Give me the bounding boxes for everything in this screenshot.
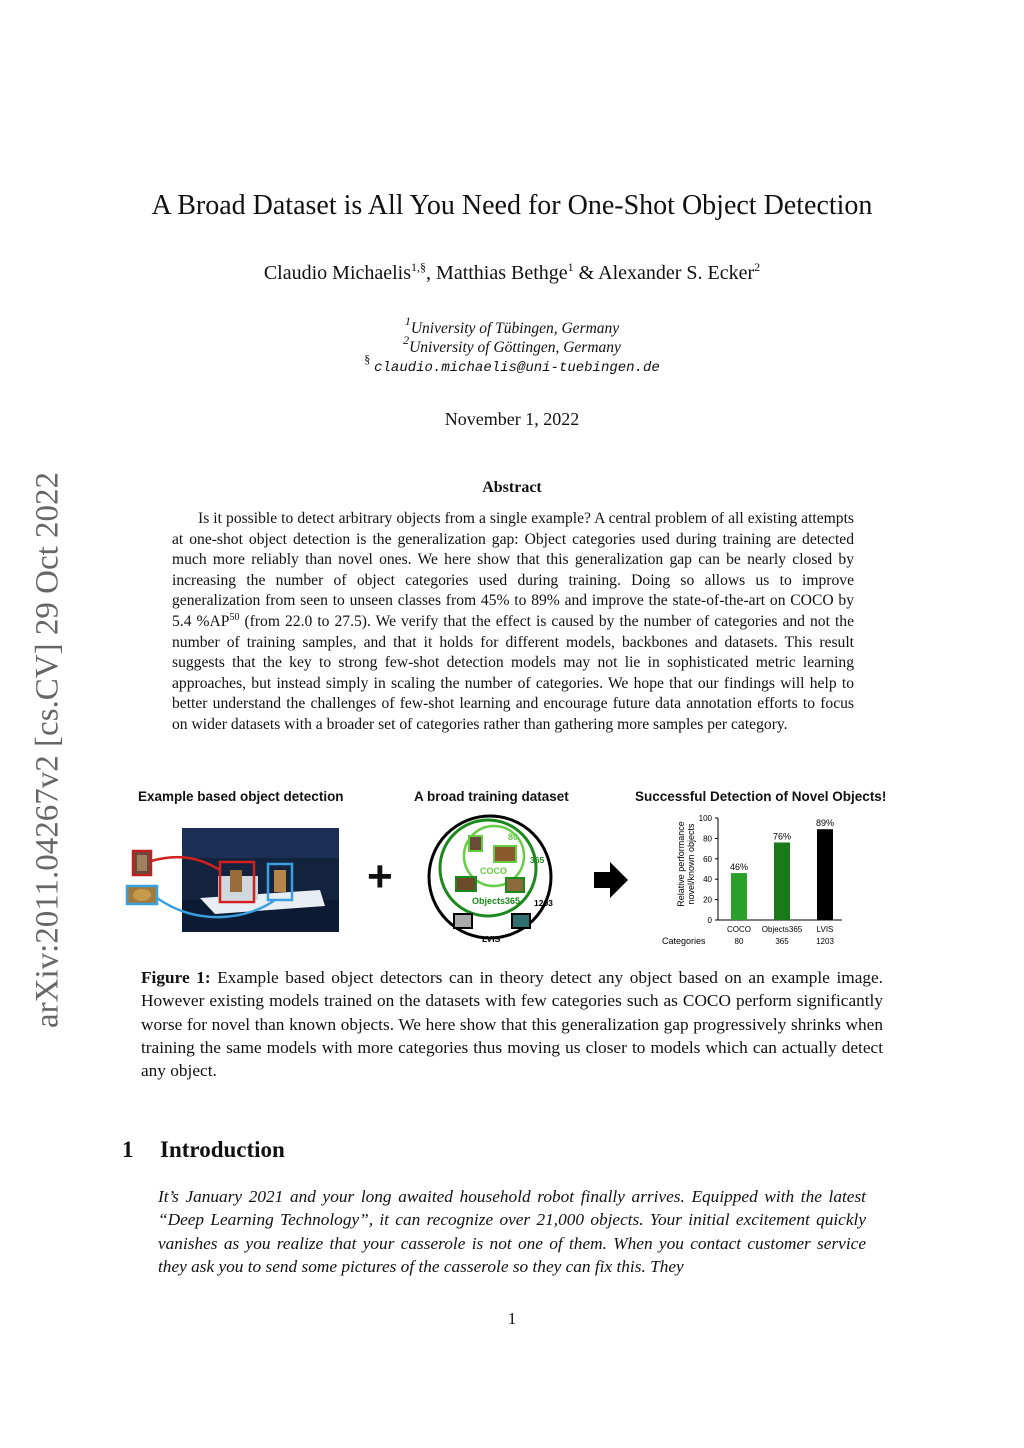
email-mark: §: [364, 352, 371, 366]
author-1-affil: 1,§: [411, 260, 427, 274]
lvis-thumbnail-1: [454, 914, 472, 928]
coco-label: COCO: [480, 866, 507, 876]
date: November 1, 2022: [444, 409, 580, 429]
scene-person: [230, 870, 242, 892]
scene-dog: [274, 870, 286, 892]
scene-sky: [182, 828, 339, 858]
chart-ytick-label: 40: [703, 875, 712, 885]
abstract-superscript: 50: [229, 611, 240, 623]
page-number: 1: [507, 1309, 517, 1328]
chart-value-label: 89%: [815, 818, 835, 829]
abstract-body: [172, 509, 854, 736]
author-2-affil: 1: [567, 260, 574, 274]
chart-ytick-label: 100: [698, 814, 712, 823]
section-number: 1: [122, 1137, 134, 1162]
lvis-thumbnail-2: [512, 914, 530, 928]
chart-value-label: 46%: [729, 862, 749, 873]
affiliation-1-mark: 1: [404, 314, 411, 328]
caption-label: Figure 1:: [141, 968, 211, 987]
coco-thumbnail-1: [469, 836, 482, 851]
chart-bar-coco: [731, 873, 747, 920]
abstract-text-1: Is it possible to detect arbitrary objects from a single example? A central problem of all existing attempts at one-shot object detection is the generalization gap: Object categories used during training are detected much more reliably than novel ones. We here show that this generalization gap can be nearly closed by increasing the number of object categories used during training. Doing so allows us to improve generalization from seen to unseen classes from 45% to 89% and improve the state-of-the-art on COCO by 5.4 %AP: [172, 510, 854, 630]
chart-category-label: COCO: [727, 925, 751, 934]
coco-thumbnail-2: [494, 846, 516, 862]
query-dog-figure: [133, 889, 151, 901]
chart-category-label: LVIS: [816, 925, 834, 934]
objects365-count: 365: [530, 855, 545, 865]
abstract-text-2: (from 22.0 to 27.5). We verify that the effect is caused by the number of categories and not the number of training samples, and that it holds for different models, backbones and datasets. This result suggests that the key to strong few-shot detection models may not lie in sophisticated metric learning approaches, but instead simply in scaling the number of categories. We hope that our findings will help to better understand the challenges of few-shot learning and encourage future data annotation efforts to focus on wider datasets with a broader set of categories rather than gathering more samples per category.: [172, 612, 854, 733]
affiliation-1-text: University of Tübingen, Germany: [410, 320, 620, 337]
author-3-affil: 2: [754, 260, 761, 274]
chart-value-label: 76%: [772, 831, 792, 842]
chart-ytick-label: 80: [703, 834, 712, 844]
arrow-shape: [594, 862, 628, 898]
chart-ytick-label: 0: [707, 916, 712, 925]
section-heading: [122, 1137, 285, 1163]
author-1: Claudio Michaelis: [263, 262, 412, 284]
chart-ytick-label: 20: [703, 895, 712, 905]
o365-thumbnail-1: [456, 877, 476, 891]
panel-2-title: A broad training dataset: [414, 789, 569, 804]
chart-category-count: 80: [734, 937, 744, 946]
detection-illustration: [120, 818, 350, 938]
chart-xlabel: Categories: [662, 936, 706, 946]
novel-detection-bar-chart: [650, 808, 850, 956]
contact-email-line: [0, 352, 1024, 376]
chart-category-label: Objects365: [761, 925, 803, 934]
chart-bar-objects365: [774, 842, 790, 920]
chart-bar-lvis: [817, 829, 833, 920]
panel-3-title: Successful Detection of Novel Objects!: [635, 789, 887, 804]
arxiv-identifier: arXiv:2011.04267v2 [cs.CV] 29 Oct 2022: [29, 471, 66, 1029]
lvis-label: LVIS: [482, 934, 501, 944]
plus-sign: +: [367, 852, 393, 901]
chart-ytick-label: 60: [703, 854, 712, 864]
objects365-label: Objects365: [472, 896, 521, 906]
paper-title: A Broad Dataset is All You Need for One-Shot Object Detection: [151, 190, 873, 221]
panel-1-title: Example based object detection: [138, 789, 344, 804]
figure-caption: [141, 966, 883, 1082]
author-2: , Matthias Bethge: [426, 262, 568, 284]
section-title: Introduction: [160, 1137, 285, 1162]
chart-ylabel-line2: novel/known objects: [686, 823, 696, 905]
chart-category-count: 1203: [816, 937, 834, 946]
intro-paragraph: It’s January 2021 and your long awaited household robot finally arrives. Equipped with the latest “Deep Learning Technology”, it can recognize over 21,000 objects. Your initial excitement quickly vanishes as you realize that your casserole is not one of them. When you contact customer service they ask you to send some pictures of the casserole so they can fix this. They: [158, 1187, 866, 1277]
caption-text: Example based object detectors can in theory detect any object based on an example image. However existing models trained on the datasets with few categories such as COCO perform significantly worse for novel than known objects. We here show that this generalization gap progressively shrinks when training the same models with more categories thus moving us closer to models which can actually detect any object.: [141, 968, 883, 1081]
author-3: & Alexander S. Ecker: [573, 262, 755, 284]
lvis-circle: [429, 816, 551, 938]
affiliation-2-mark: 2: [403, 333, 410, 347]
author-list: [0, 260, 1024, 285]
contact-email[interactable]: claudio.michaelis@uni-tuebingen.de: [374, 360, 660, 376]
lvis-count: 1203: [534, 898, 553, 908]
chart-category-count: 365: [775, 937, 789, 946]
dataset-venn-diagram: [426, 810, 556, 948]
affiliation-2-text: University of Göttingen, Germany: [409, 339, 621, 356]
abstract-heading: Abstract: [482, 479, 542, 496]
chart-ylabel-line1: Relative performance: [676, 821, 686, 907]
right-arrow-icon: [592, 860, 630, 900]
coco-count: 80: [508, 832, 519, 842]
o365-thumbnail-2: [506, 878, 524, 892]
query-person-figure: [137, 855, 147, 871]
